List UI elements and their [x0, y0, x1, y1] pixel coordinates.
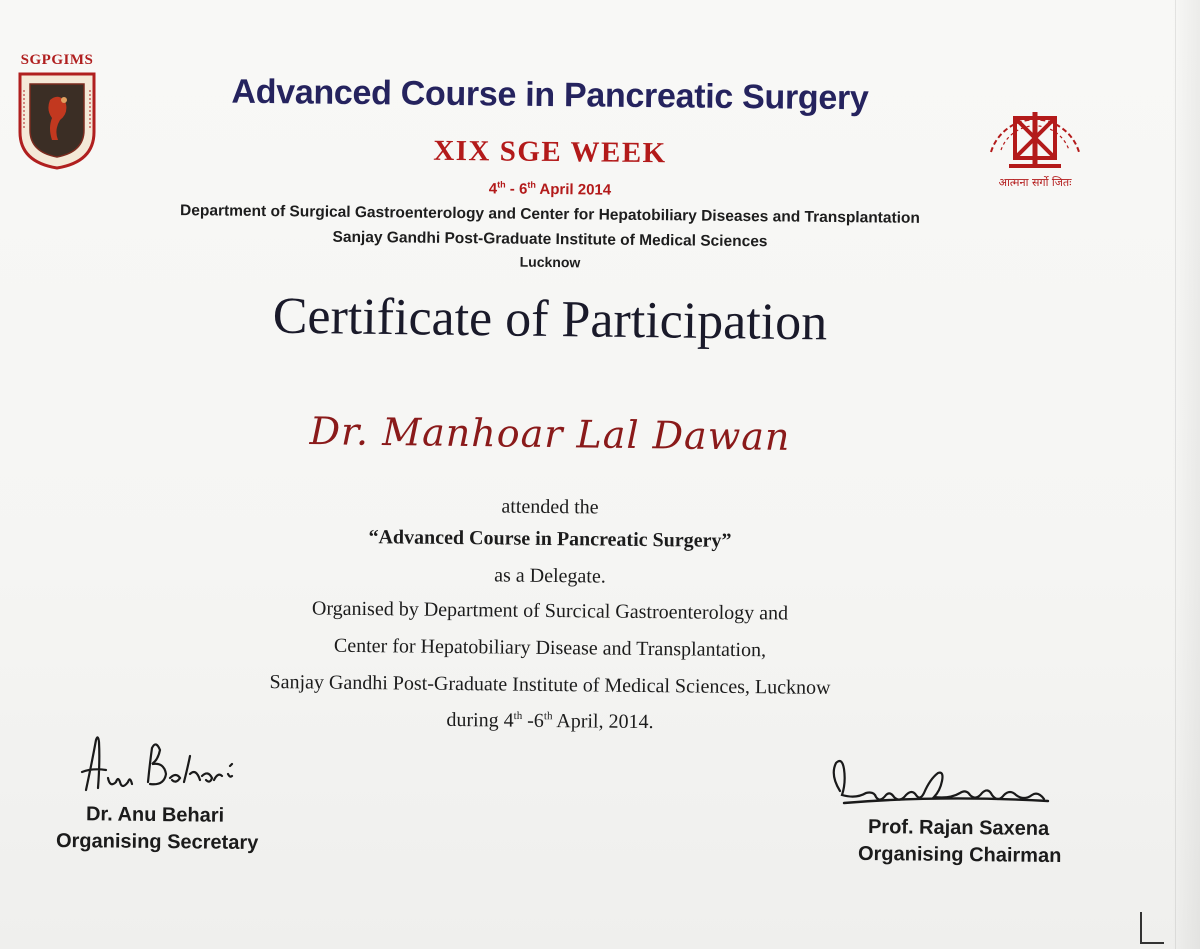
- date-start: 4: [488, 180, 498, 198]
- emblem-motto: आत्मना सर्गो जितः: [998, 176, 1072, 189]
- during-sup-2: th: [543, 710, 553, 723]
- sgpgims-logo: [12, 52, 102, 172]
- organiser-line-3: Sanjay Gandhi Post-Graduate Institute of Medical Sciences, Lucknow: [269, 671, 831, 699]
- during-suffix: April, 2014.: [552, 710, 654, 734]
- department-seal-icon: [16, 70, 98, 170]
- paper-edge-shadow: [1172, 0, 1200, 949]
- logo-acronym: SGPGIMS: [20, 52, 94, 68]
- date-start-suffix: th: [497, 179, 506, 190]
- right-signatory-role: Organising Chairman: [857, 842, 1062, 868]
- date-separator: -: [505, 180, 520, 198]
- date-end: 6: [518, 180, 528, 198]
- right-signatory-name: Prof. Rajan Saxena: [867, 816, 1050, 840]
- event-heading: XIX SGE WEEK: [433, 134, 667, 170]
- course-name-quoted: “Advanced Course in Pancreatic Surgery”: [368, 526, 732, 552]
- institute-line: Sanjay Gandhi Post-Graduate Institute of Medical Sciences: [332, 228, 768, 251]
- rajan-saxena-signature: [820, 755, 1060, 825]
- institute-emblem-icon: [975, 72, 1095, 192]
- during-middle: -6: [522, 709, 544, 732]
- date-end-suffix: th: [527, 179, 536, 190]
- organiser-line-1: Organised by Department of Surcical Gastroenterology and: [311, 597, 789, 625]
- frame-corner-mark: [1140, 912, 1164, 944]
- left-signatory-role: Organising Secretary: [55, 829, 259, 855]
- participant-role: as a Delegate.: [494, 564, 606, 588]
- organiser-line-2: Center for Hepatobiliary Disease and Transplantation,: [333, 634, 767, 662]
- paper-edge-line: [1175, 0, 1176, 949]
- recipient-name: Dr. Manhoar Lal Dawan: [309, 409, 791, 459]
- event-duration: [300, 707, 800, 735]
- date-month-year: April 2014: [535, 180, 612, 199]
- left-signatory-name: Dr. Anu Behari: [85, 803, 225, 827]
- attended-text: attended the: [501, 495, 599, 519]
- department-line: Department of Surgical Gastroenterology and Center for Hepatobiliary Diseases and Transplantation: [179, 202, 921, 227]
- certificate-title: Certificate of Participation: [272, 287, 828, 352]
- event-dates: [400, 178, 700, 199]
- during-sup-1: th: [513, 709, 523, 723]
- city-line: Lucknow: [519, 253, 581, 271]
- anu-behari-signature: [72, 732, 242, 802]
- course-heading: Advanced Course in Pancreatic Surgery: [231, 72, 869, 118]
- during-prefix: during 4: [446, 708, 514, 732]
